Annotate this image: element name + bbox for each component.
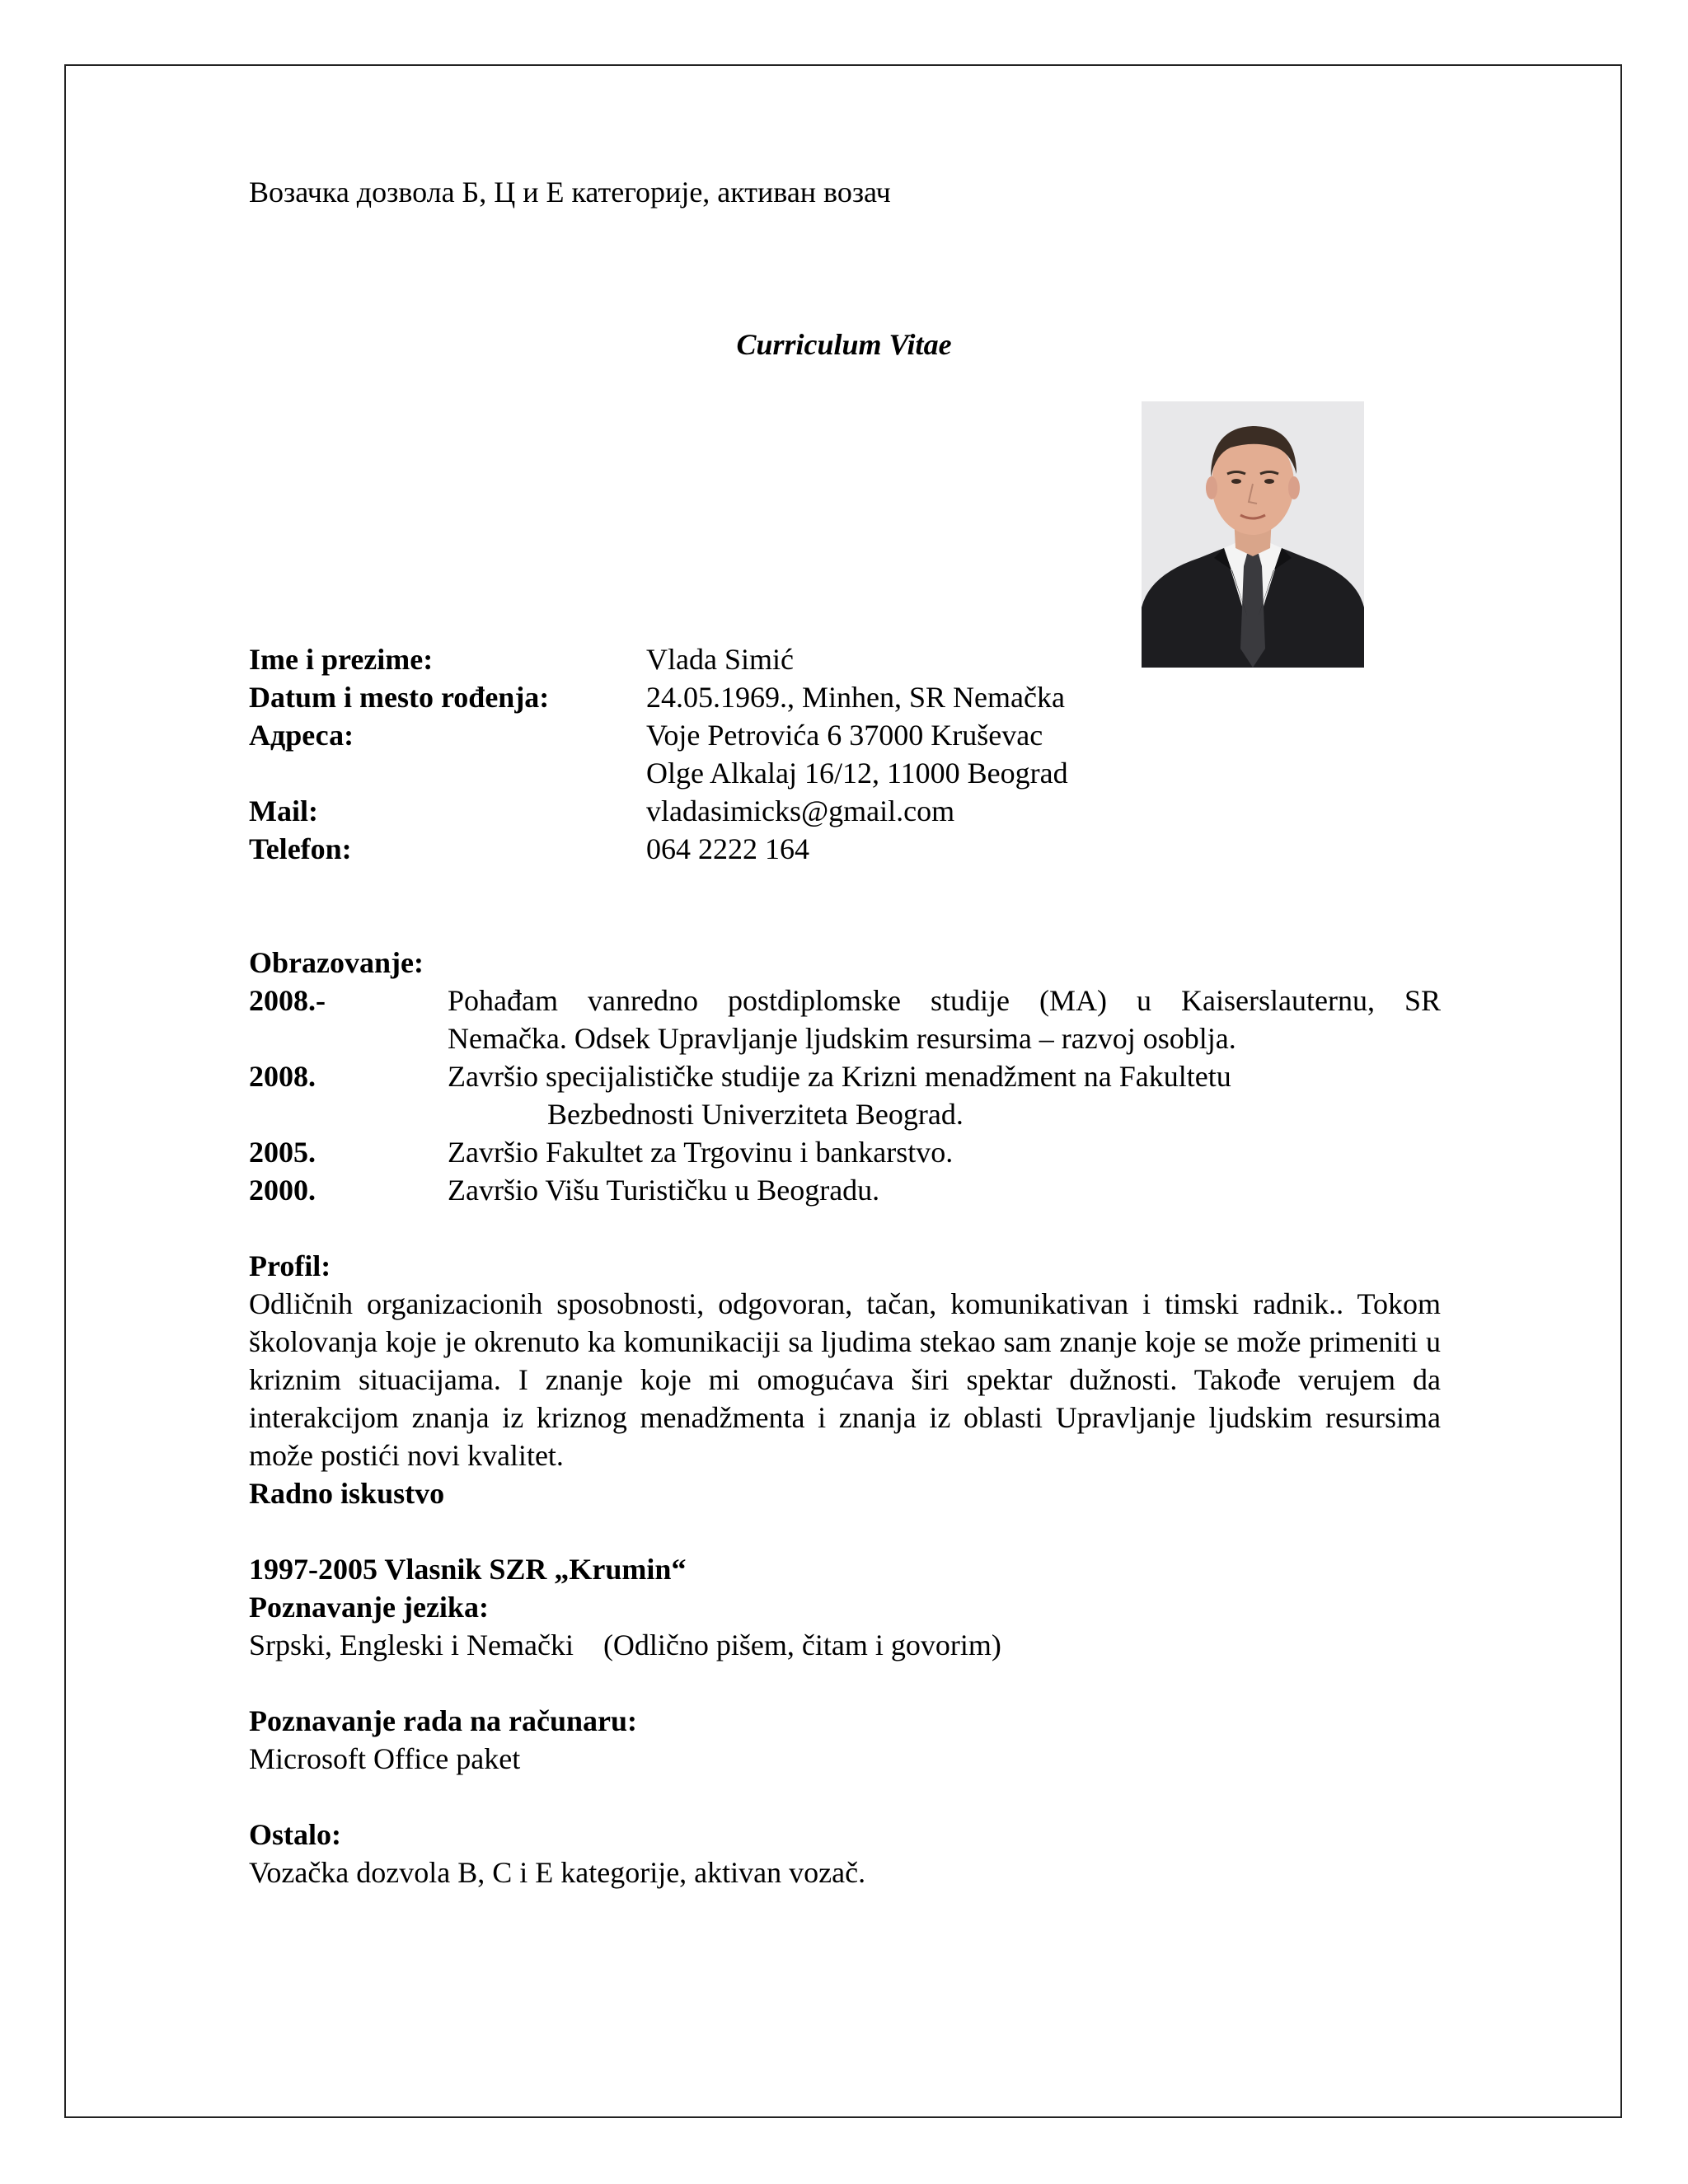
name-value: Vlada Simić — [646, 643, 794, 676]
education-text: Završio Fakultet za Trgovinu i bankarstvo. — [448, 1136, 954, 1169]
education-text: Nemačka. Odsek Upravljanje ljudskim resursima – razvoj osoblja. — [448, 1022, 1236, 1055]
phone-label: Telefon: — [249, 832, 352, 865]
address-value-2: Olge Alkalaj 16/12, 11000 Beograd — [646, 757, 1068, 790]
other-heading: Ostalo: — [249, 1818, 341, 1851]
mail-label: Mail: — [249, 794, 318, 827]
education-text: Završio specijalističke studije za Krizni menadžment na Fakultetu — [448, 1060, 1231, 1093]
education-text: Bezbednosti Univerziteta Beograd. — [547, 1098, 964, 1131]
phone-value: 064 2222 164 — [646, 832, 809, 865]
education-year: 2005. — [249, 1136, 316, 1169]
education-heading: Obrazovanje: — [249, 946, 424, 979]
languages-text: Srpski, Engleski i Nemački (Odlično pišem, čitam i govorim) — [249, 1629, 1001, 1661]
education-text: Završio Višu Turističku u Beogradu. — [448, 1174, 880, 1207]
education-year: 2008.- — [249, 984, 326, 1017]
header-note: Возачка дозвола Б, Ц и Е категорије, активан возач — [249, 176, 891, 209]
name-label: Ime i prezime: — [249, 643, 434, 676]
page-title: Curriculum Vitae — [736, 328, 952, 361]
education-year: 2008. — [249, 1060, 316, 1093]
address-label: Адреса: — [249, 719, 354, 752]
education-text: Pohađam vanredno postdiplomske studije (MA) u Kaiserslauternu, SR — [448, 984, 1441, 1017]
other-text: Vozačka dozvola B, C i E kategorije, aktivan vozač. — [249, 1856, 866, 1889]
languages-heading: Poznavanje jezika: — [249, 1591, 489, 1624]
computer-heading: Poznavanje rada na računaru: — [249, 1704, 637, 1737]
mail-value: vladasimicks@gmail.com — [646, 794, 955, 827]
experience-heading: Radno iskustvo — [249, 1477, 445, 1510]
education-year: 2000. — [249, 1174, 316, 1207]
portrait-photo — [1142, 401, 1364, 668]
birth-label: Datum i mesto rođenja: — [249, 681, 550, 714]
profile-heading: Profil: — [249, 1249, 331, 1282]
profile-text: Odličnih organizacionih sposobnosti, odgovoran, tačan, komunikativan i timski radnik.. Tokom školovanja koje je okrenuto ka komunikaciji sa ljudima stekao sam znanje koje se može primeniti u kriznim situacijama. I znanje koje mi omogućava širi spektar dužnosti. Takođe verujem da interakcijom znanja iz kriznog menadžmenta i znanja iz oblasti Upravljanje ljudskim resursima može postići novi kvalitet. — [249, 1287, 1441, 1472]
computer-text: Microsoft Office paket — [249, 1742, 521, 1775]
experience-entry: 1997-2005 Vlasnik SZR „Krumin“ — [249, 1553, 687, 1586]
address-value-1: Voje Petrovića 6 37000 Kruševac — [646, 719, 1043, 752]
birth-value: 24.05.1969., Minhen, SR Nemačka — [646, 681, 1065, 714]
